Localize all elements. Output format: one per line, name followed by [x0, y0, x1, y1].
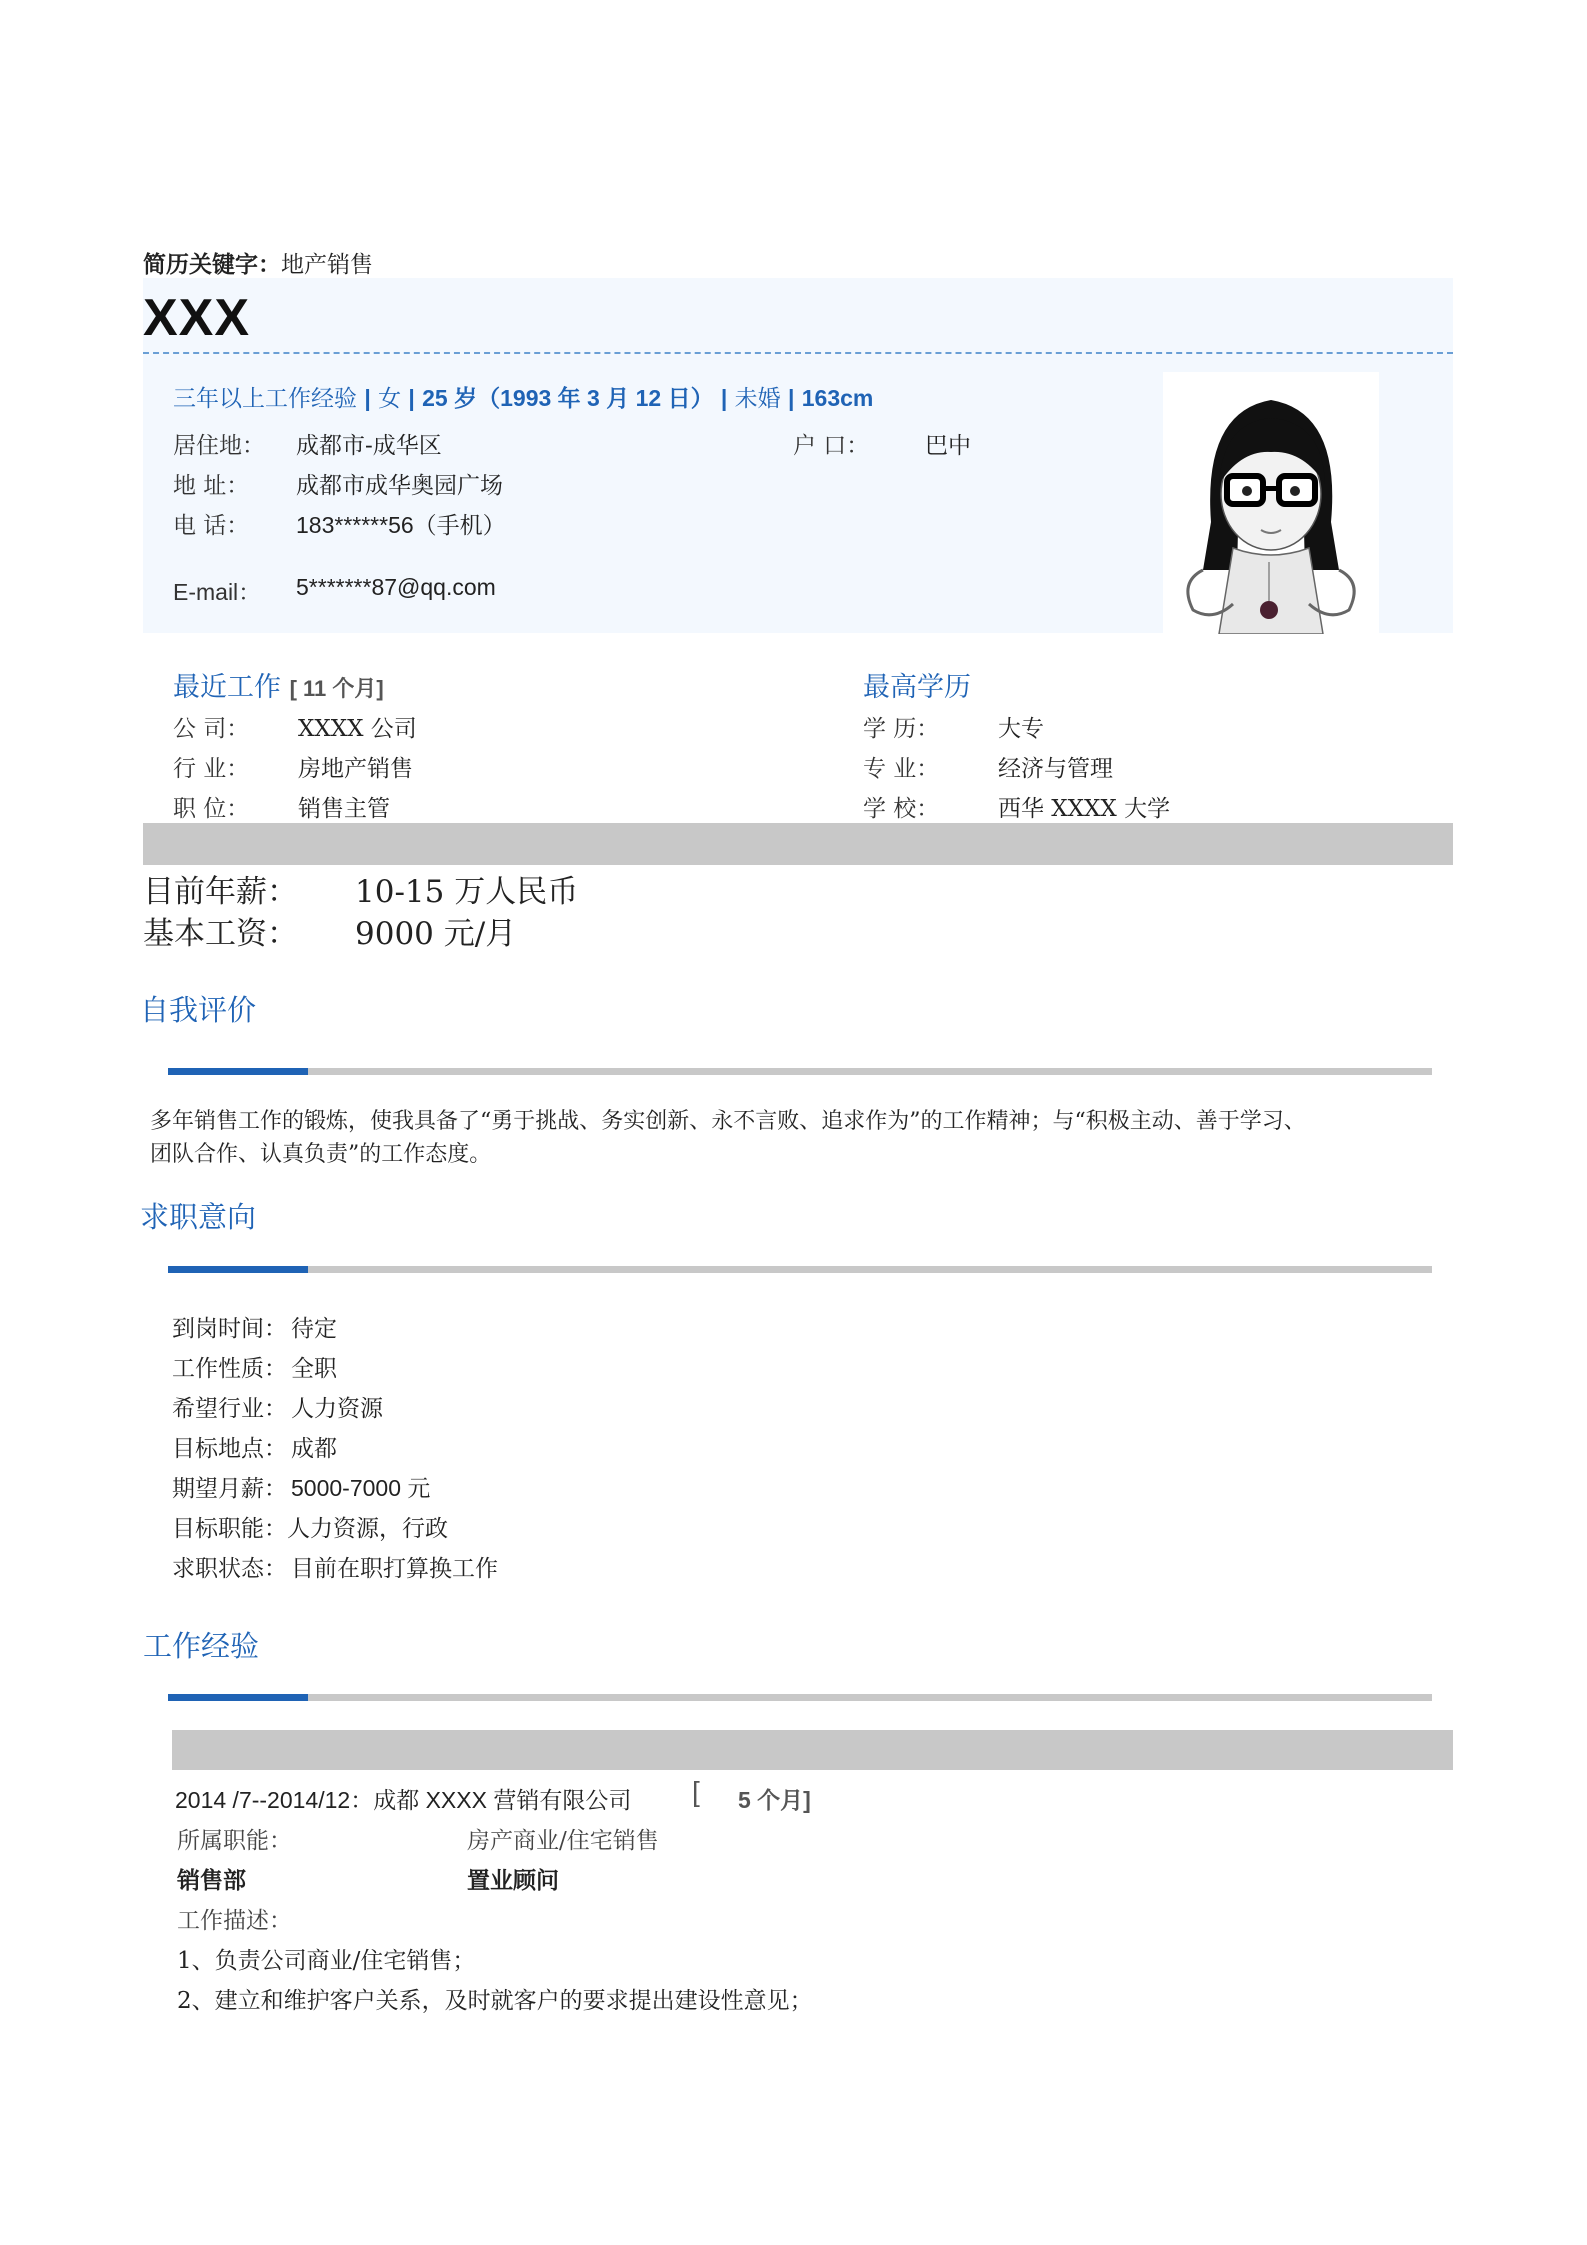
address-label: 地 址：: [173, 473, 250, 499]
job-intent-divider: [168, 1266, 1432, 1273]
address-value: 成都市成华奥园广场: [296, 473, 503, 499]
residence-value: 成都市-成华区: [296, 433, 442, 459]
company-label: 公 司：: [173, 716, 250, 742]
recent-work-duration: [ 11 个月]: [289, 676, 384, 701]
self-eval-line-1: 多年销售工作的锻炼，使我具备了“勇于挑战、务实创新、永不言败、追求作为”的工作精神；与“积极主动、善于学习、: [150, 1109, 1306, 1134]
company-value: XXXX 公司: [298, 716, 417, 742]
age: 25 岁: [422, 385, 478, 411]
self-eval-line-2: 团队合作、认真负责”的工作态度。: [150, 1142, 492, 1167]
intent-row: 工作性质： 全职: [172, 1356, 337, 1382]
industry-value: 房地产销售: [298, 756, 413, 782]
work-desc-item: 1、负责公司商业/住宅销售；: [177, 1948, 476, 1974]
job-intent-title: 求职意向: [140, 1200, 257, 1234]
marital-status: 未婚: [734, 386, 781, 412]
base-salary-label: 基本工资：: [143, 916, 298, 952]
major-value: 经济与管理: [998, 756, 1113, 782]
keyword-label: 简历关键字：: [143, 251, 281, 278]
degree-value: 大专: [998, 716, 1044, 742]
work-department: 销售部: [177, 1867, 246, 1894]
intent-row: 求职状态： 目前在职打算换工作: [172, 1556, 498, 1582]
work-entry-period: 2014 /7--2014/12：成都 XXXX 营销有限公司: [175, 1787, 632, 1813]
work-experience-title: 工作经验: [143, 1629, 260, 1663]
header-divider: [143, 352, 1453, 354]
hukou-label: 户 口：: [793, 433, 870, 459]
height: 163cm: [801, 385, 874, 411]
intent-row: 期望月薪： 5000-7000 元: [172, 1475, 431, 1502]
candidate-name: XXX: [143, 289, 251, 347]
avatar-illustration: [1163, 372, 1379, 634]
work-experience-divider: [168, 1694, 1432, 1701]
intent-row: 目标地点： 成都: [172, 1436, 337, 1462]
position-value: 销售主管: [298, 796, 390, 822]
profile-summary: 三年以上工作经验 | 女 | 25 岁（1993 年 3 月 12 日） | 未婚 | 163cm: [173, 385, 874, 412]
major-label: 专 业：: [863, 756, 940, 782]
school-value: 西华 XXXX 大学: [998, 796, 1171, 822]
annual-salary-label: 目前年薪：: [143, 874, 298, 910]
recent-work-heading: 最近工作 [ 11 个月]: [173, 672, 384, 703]
birth-date: （1993 年 3 月 12 日）: [477, 385, 714, 411]
email-value: 5*******87@qq.com: [296, 574, 496, 600]
industry-label: 行 业：: [173, 756, 250, 782]
intent-row: 希望行业： 人力资源: [172, 1396, 383, 1422]
school-label: 学 校：: [863, 796, 940, 822]
position-label: 职 位：: [173, 796, 250, 822]
base-salary-value: 9000 元/月: [355, 916, 517, 952]
work-entry-bracket: [: [692, 1776, 700, 1807]
resume-keyword: [143, 246, 373, 279]
work-role: 置业顾问: [467, 1867, 559, 1894]
email-label: E-mail：: [173, 579, 262, 605]
work-desc-label: 工作描述：: [177, 1908, 292, 1934]
residence-label: 居住地：: [173, 433, 265, 459]
degree-label: 学 历：: [863, 716, 940, 742]
gender: 女: [378, 386, 402, 412]
work-desc-item: 2、建立和维护客户关系，及时就客户的要求提出建设性意见；: [177, 1988, 813, 2014]
annual-salary-value: 10-15 万人民币: [355, 874, 579, 910]
work-func-value: 房产商业/住宅销售: [467, 1828, 659, 1854]
keyword-value: 地产销售: [281, 252, 373, 278]
hukou-value: 巴中: [925, 433, 971, 459]
section-band: [143, 823, 1453, 865]
work-entry-band: [172, 1730, 1453, 1770]
work-func-label: 所属职能：: [177, 1828, 292, 1854]
intent-row: 目标职能：人力资源，行政: [172, 1516, 448, 1542]
avatar: [1163, 372, 1379, 634]
phone-label: 电 话：: [173, 513, 250, 539]
phone-value: 183******56（手机）: [296, 512, 506, 538]
education-heading: 最高学历: [863, 672, 971, 703]
work-entry-duration: 5 个月]: [738, 1787, 811, 1813]
intent-row: 到岗时间： 待定: [172, 1316, 337, 1342]
experience-years: 三年以上工作经验: [173, 386, 357, 412]
self-eval-divider: [168, 1068, 1432, 1075]
self-eval-title: 自我评价: [140, 993, 257, 1027]
